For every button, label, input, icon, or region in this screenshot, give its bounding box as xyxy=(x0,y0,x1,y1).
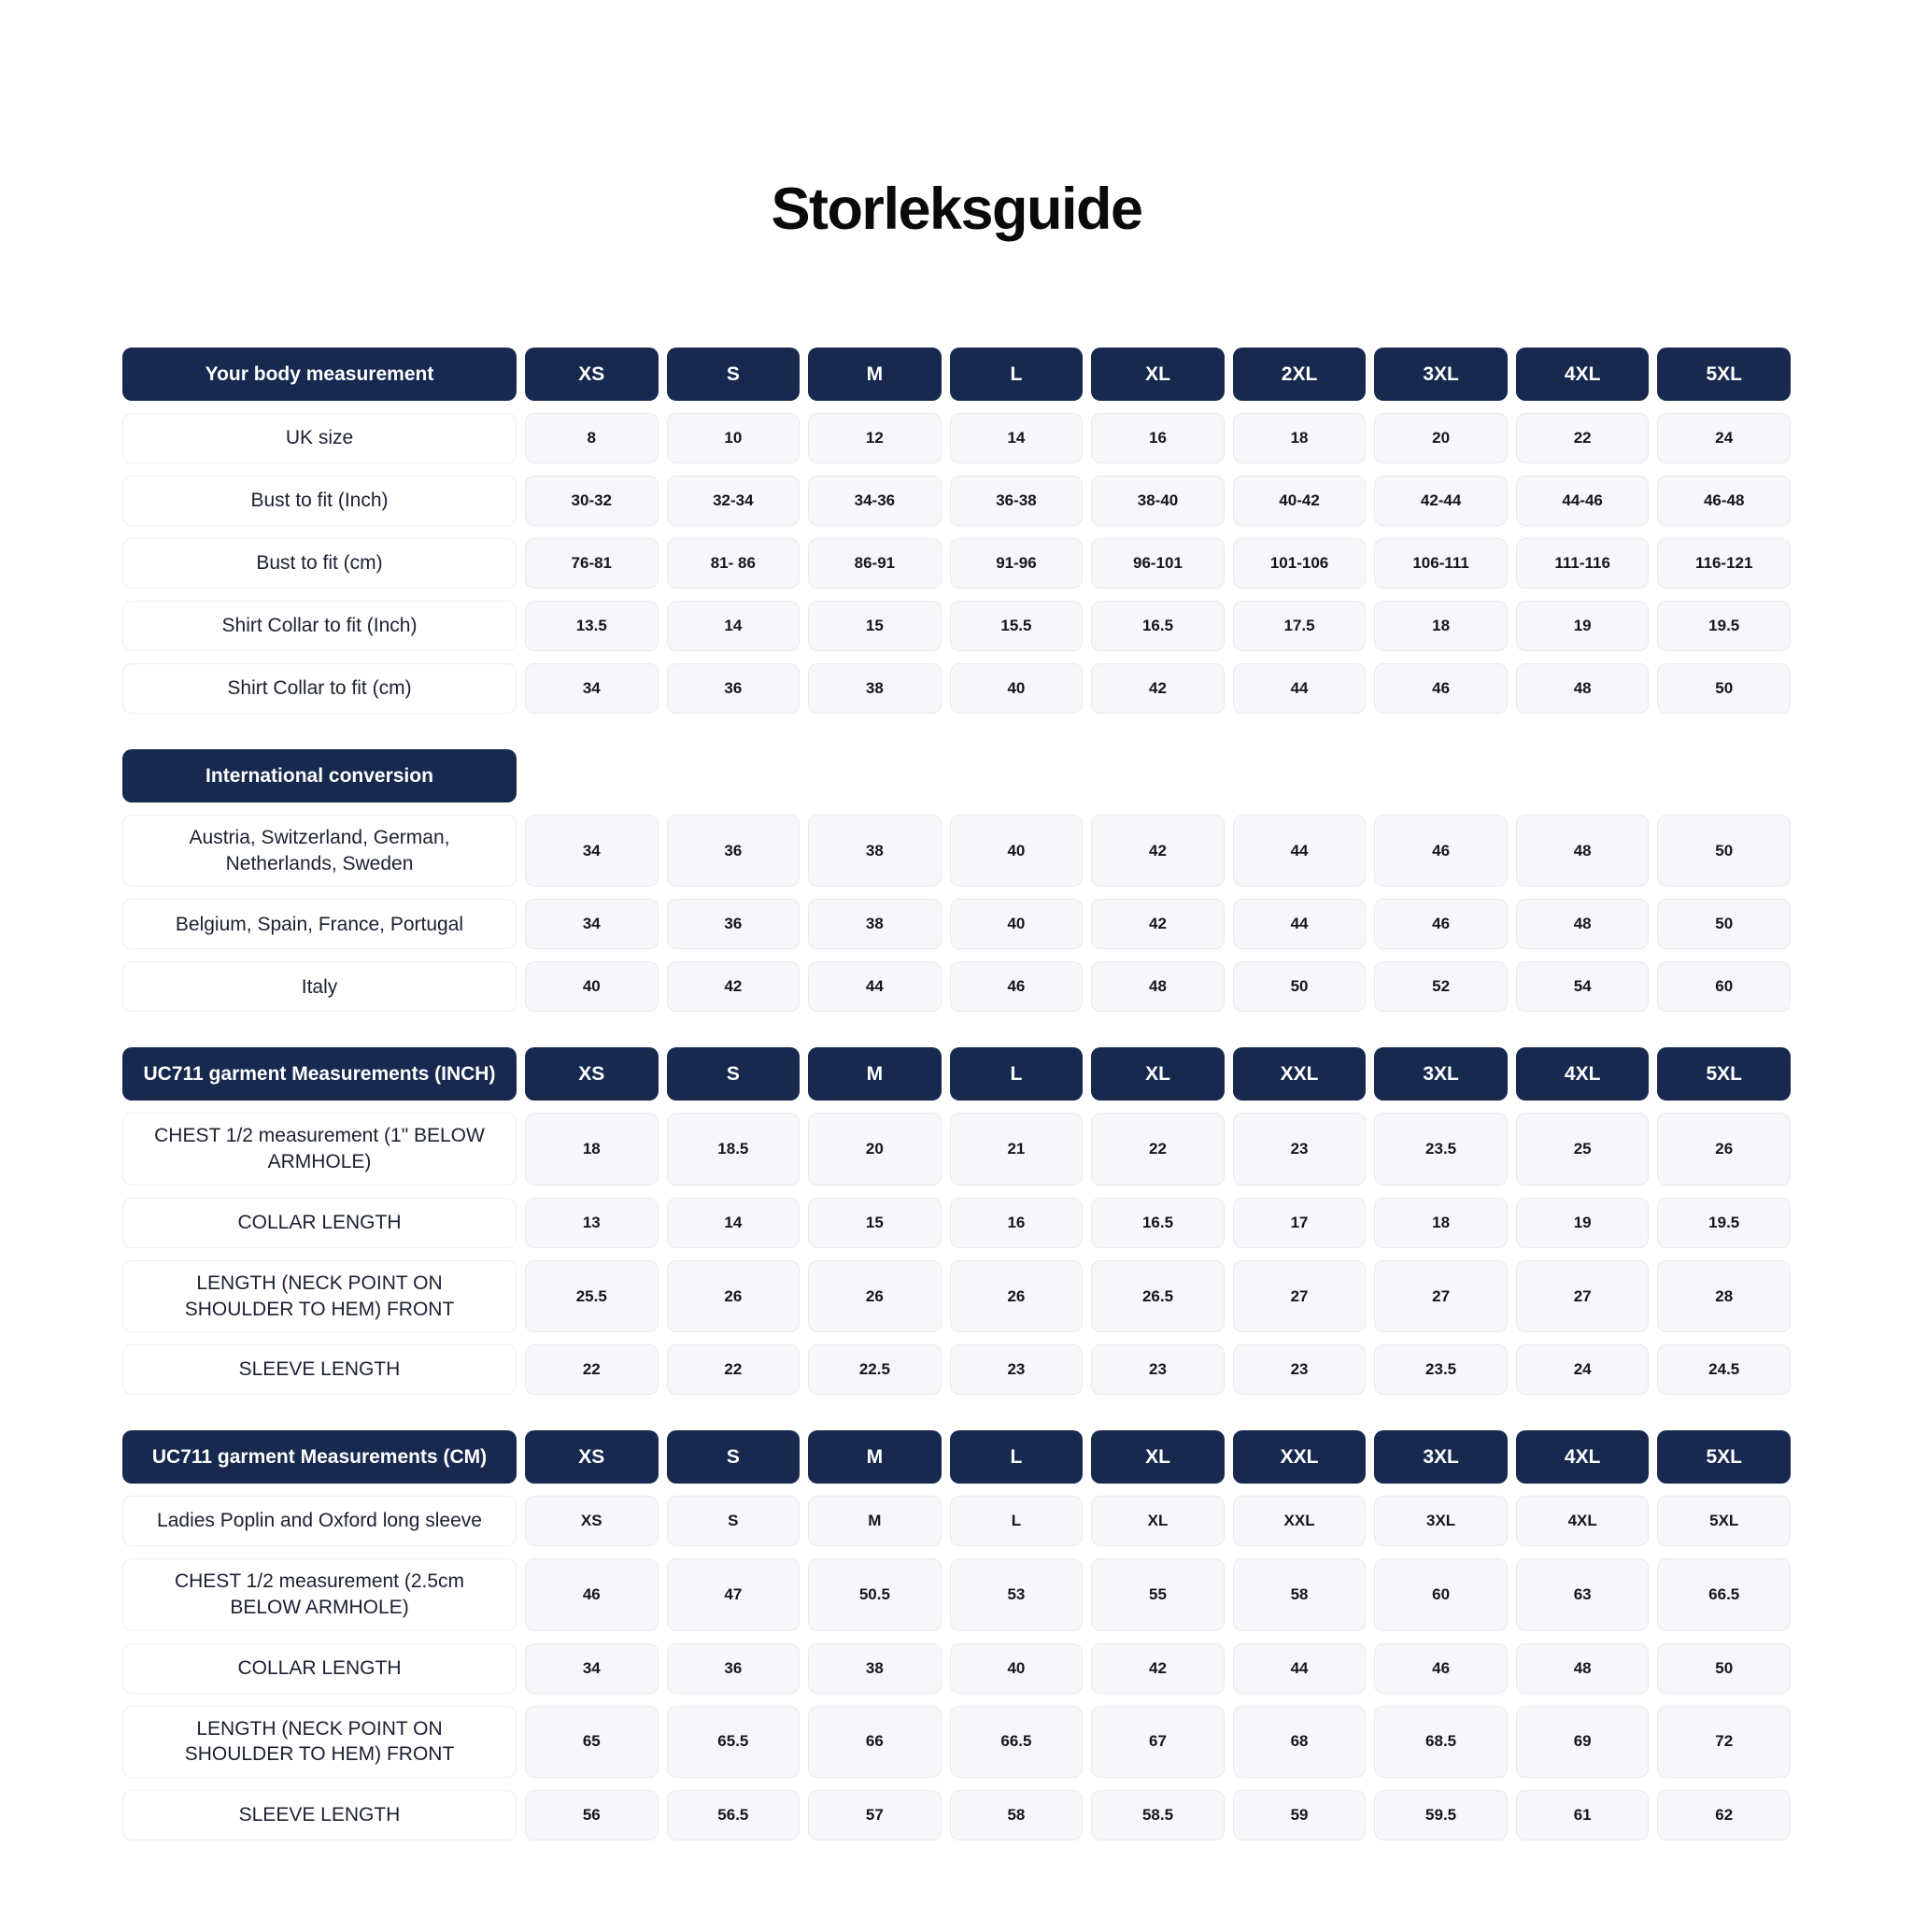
data-cell: 16 xyxy=(1091,413,1225,463)
data-cell: 18 xyxy=(1233,413,1367,463)
column-header: 5XL xyxy=(1657,348,1791,401)
data-cell: 26 xyxy=(808,1260,942,1332)
data-cell: 19 xyxy=(1516,1198,1650,1248)
column-header: 3XL xyxy=(1374,1047,1508,1101)
data-cell: 59.5 xyxy=(1374,1790,1508,1840)
data-cell: 42 xyxy=(1091,899,1225,949)
table-header-label: Your body measurement xyxy=(122,348,517,401)
data-cell: 66.5 xyxy=(1657,1558,1791,1630)
data-cell: 65.5 xyxy=(667,1706,801,1778)
data-cell: 46 xyxy=(525,1558,659,1630)
data-cell: 44 xyxy=(808,961,942,1012)
data-cell: 72 xyxy=(1657,1706,1791,1778)
row-label: Belgium, Spain, France, Portugal xyxy=(122,899,517,949)
row-label: COLLAR LENGTH xyxy=(122,1643,517,1694)
row-label: Bust to fit (cm) xyxy=(122,538,517,589)
data-cell: 14 xyxy=(950,413,1084,463)
data-cell: 26 xyxy=(667,1260,801,1332)
size-table-international-conversion xyxy=(122,749,1791,1012)
data-cell: 38 xyxy=(808,899,942,949)
data-cell: 101-106 xyxy=(1233,538,1367,589)
data-cell: 12 xyxy=(808,413,942,463)
data-cell: 48 xyxy=(1516,1643,1650,1694)
column-header: XL xyxy=(1091,1047,1225,1101)
data-cell: 42 xyxy=(1091,1643,1225,1694)
data-cell: 19 xyxy=(1516,601,1650,651)
data-cell: 13.5 xyxy=(525,601,659,651)
data-cell: 17.5 xyxy=(1233,601,1367,651)
data-cell: 18 xyxy=(525,1113,659,1185)
data-cell: 17 xyxy=(1233,1198,1367,1248)
row-label: CHEST 1/2 measurement (2.5cm BELOW ARMHOLE) xyxy=(122,1558,517,1630)
page-title: Storleksguide xyxy=(771,177,1142,242)
data-cell: 34 xyxy=(525,1643,659,1694)
row-label: Ladies Poplin and Oxford long sleeve xyxy=(122,1496,517,1546)
data-cell: 42 xyxy=(667,961,801,1012)
data-cell: 36-38 xyxy=(950,476,1084,526)
data-cell: 38 xyxy=(808,663,942,714)
data-cell: 15 xyxy=(808,1198,942,1248)
data-cell: 96-101 xyxy=(1091,538,1225,589)
data-cell: 58.5 xyxy=(1091,1790,1225,1840)
data-cell: 22 xyxy=(525,1344,659,1395)
data-cell: 56.5 xyxy=(667,1790,801,1840)
data-cell: 66.5 xyxy=(950,1706,1084,1778)
data-cell: 58 xyxy=(950,1790,1084,1840)
row-label: Austria, Switzerland, German, Netherlands, Sweden xyxy=(122,815,517,887)
data-cell: 58 xyxy=(1233,1558,1367,1630)
data-cell: 44 xyxy=(1233,663,1367,714)
data-cell: 15 xyxy=(808,601,942,651)
data-cell: 40 xyxy=(950,663,1084,714)
data-cell: 44 xyxy=(1233,899,1367,949)
row-label: Shirt Collar to fit (Inch) xyxy=(122,601,517,651)
data-cell: XL xyxy=(1091,1496,1225,1546)
row-label: UK size xyxy=(122,413,517,463)
data-cell: 26 xyxy=(950,1260,1084,1332)
row-label: LENGTH (NECK POINT ON SHOULDER TO HEM) FRONT xyxy=(122,1260,517,1332)
data-cell: 48 xyxy=(1516,663,1650,714)
data-cell: 91-96 xyxy=(950,538,1084,589)
column-header: M xyxy=(808,1430,942,1484)
size-table-uc711-garment-measurements-cm xyxy=(122,1430,1791,1840)
data-cell: 23.5 xyxy=(1374,1113,1508,1185)
data-cell: 16 xyxy=(950,1198,1084,1248)
data-cell: 14 xyxy=(667,601,801,651)
column-header: XXL xyxy=(1233,1430,1367,1484)
data-cell: 111-116 xyxy=(1516,538,1650,589)
data-cell: 48 xyxy=(1091,961,1225,1012)
data-cell: 68 xyxy=(1233,1706,1367,1778)
table-header-label: UC711 garment Measurements (CM) xyxy=(122,1430,517,1484)
data-cell: 52 xyxy=(1374,961,1508,1012)
data-cell: 67 xyxy=(1091,1706,1225,1778)
data-cell: 62 xyxy=(1657,1790,1791,1840)
data-cell: 65 xyxy=(525,1706,659,1778)
data-cell: S xyxy=(667,1496,801,1546)
data-cell: 18 xyxy=(1374,601,1508,651)
data-cell: 23.5 xyxy=(1374,1344,1508,1395)
data-cell: 23 xyxy=(1233,1113,1367,1185)
data-cell: 24 xyxy=(1516,1344,1650,1395)
data-cell: 54 xyxy=(1516,961,1650,1012)
column-header: 4XL xyxy=(1516,1047,1650,1101)
data-cell: 34 xyxy=(525,899,659,949)
data-cell: 38 xyxy=(808,1643,942,1694)
data-cell: 22 xyxy=(1516,413,1650,463)
data-cell: 22.5 xyxy=(808,1344,942,1395)
data-cell: 23 xyxy=(950,1344,1084,1395)
data-cell: 46 xyxy=(1374,899,1508,949)
data-cell: 20 xyxy=(808,1113,942,1185)
data-cell: 34 xyxy=(525,815,659,887)
data-cell: 55 xyxy=(1091,1558,1225,1630)
data-cell: 46 xyxy=(1374,663,1508,714)
data-cell: 50 xyxy=(1657,1643,1791,1694)
data-cell: 40 xyxy=(525,961,659,1012)
column-header: 4XL xyxy=(1516,348,1650,401)
data-cell: 3XL xyxy=(1374,1496,1508,1546)
data-cell: 86-91 xyxy=(808,538,942,589)
data-cell: 44 xyxy=(1233,1643,1367,1694)
data-cell: 16.5 xyxy=(1091,1198,1225,1248)
data-cell: 36 xyxy=(667,899,801,949)
data-cell: 13 xyxy=(525,1198,659,1248)
data-cell: 23 xyxy=(1091,1344,1225,1395)
data-cell: 24.5 xyxy=(1657,1344,1791,1395)
data-cell: 19.5 xyxy=(1657,1198,1791,1248)
data-cell: 76-81 xyxy=(525,538,659,589)
column-header: M xyxy=(808,1047,942,1101)
data-cell: 26.5 xyxy=(1091,1260,1225,1332)
data-cell: 48 xyxy=(1516,815,1650,887)
column-header: M xyxy=(808,348,942,401)
data-cell: 106-111 xyxy=(1374,538,1508,589)
data-cell: 10 xyxy=(667,413,801,463)
data-cell: 46 xyxy=(1374,815,1508,887)
data-cell: 44 xyxy=(1233,815,1367,887)
data-cell: 61 xyxy=(1516,1790,1650,1840)
data-cell: M xyxy=(808,1496,942,1546)
data-cell: 48 xyxy=(1516,899,1650,949)
data-cell: 23 xyxy=(1233,1344,1367,1395)
data-cell: 81- 86 xyxy=(667,538,801,589)
data-cell: 4XL xyxy=(1516,1496,1650,1546)
data-cell: 5XL xyxy=(1657,1496,1791,1546)
data-cell: 50.5 xyxy=(808,1558,942,1630)
data-cell: 14 xyxy=(667,1198,801,1248)
data-cell: 66 xyxy=(808,1706,942,1778)
column-header: S xyxy=(667,1047,801,1101)
data-cell: 24 xyxy=(1657,413,1791,463)
data-cell: 44-46 xyxy=(1516,476,1650,526)
data-cell: 21 xyxy=(950,1113,1084,1185)
row-label: SLEEVE LENGTH xyxy=(122,1344,517,1395)
data-cell: 63 xyxy=(1516,1558,1650,1630)
data-cell: 25 xyxy=(1516,1113,1650,1185)
data-cell: 18.5 xyxy=(667,1113,801,1185)
data-cell: 50 xyxy=(1657,899,1791,949)
data-cell: 53 xyxy=(950,1558,1084,1630)
data-cell: 57 xyxy=(808,1790,942,1840)
row-label: Shirt Collar to fit (cm) xyxy=(122,663,517,714)
data-cell: 40 xyxy=(950,899,1084,949)
column-header: 5XL xyxy=(1657,1047,1791,1101)
data-cell: 32-34 xyxy=(667,476,801,526)
data-cell: 36 xyxy=(667,1643,801,1694)
data-cell: 18 xyxy=(1374,1198,1508,1248)
table-header-label: International conversion xyxy=(122,749,517,803)
data-cell: 40 xyxy=(950,1643,1084,1694)
data-cell: 42 xyxy=(1091,663,1225,714)
data-cell: 68.5 xyxy=(1374,1706,1508,1778)
column-header: 3XL xyxy=(1374,348,1508,401)
data-cell: 27 xyxy=(1374,1260,1508,1332)
data-cell: 40 xyxy=(950,815,1084,887)
data-cell: 38-40 xyxy=(1091,476,1225,526)
column-header: L xyxy=(950,1047,1084,1101)
column-header: XS xyxy=(525,1430,659,1484)
column-header: 3XL xyxy=(1374,1430,1508,1484)
column-header: 5XL xyxy=(1657,1430,1791,1484)
data-cell: 36 xyxy=(667,663,801,714)
data-cell: 27 xyxy=(1233,1260,1367,1332)
data-cell: 42-44 xyxy=(1374,476,1508,526)
data-cell: 69 xyxy=(1516,1706,1650,1778)
data-cell: 16.5 xyxy=(1091,601,1225,651)
table-header-label: UC711 garment Measurements (INCH) xyxy=(122,1047,517,1101)
row-label: SLEEVE LENGTH xyxy=(122,1790,517,1840)
data-cell: 19.5 xyxy=(1657,601,1791,651)
data-cell: 40-42 xyxy=(1233,476,1367,526)
row-label: Bust to fit (Inch) xyxy=(122,476,517,526)
data-cell: 28 xyxy=(1657,1260,1791,1332)
data-cell: 8 xyxy=(525,413,659,463)
data-cell: 30-32 xyxy=(525,476,659,526)
data-cell: 22 xyxy=(667,1344,801,1395)
data-cell: 50 xyxy=(1657,663,1791,714)
size-table-body-measurement xyxy=(122,348,1791,714)
data-cell: 50 xyxy=(1233,961,1367,1012)
size-table-uc711-garment-measurements-inch xyxy=(122,1047,1791,1395)
data-cell: 26 xyxy=(1657,1113,1791,1185)
data-cell: 42 xyxy=(1091,815,1225,887)
data-cell: 34 xyxy=(525,663,659,714)
data-cell: 38 xyxy=(808,815,942,887)
data-cell: 27 xyxy=(1516,1260,1650,1332)
data-cell: 36 xyxy=(667,815,801,887)
data-cell: 46-48 xyxy=(1657,476,1791,526)
data-cell: 59 xyxy=(1233,1790,1367,1840)
data-cell: XXL xyxy=(1233,1496,1367,1546)
data-cell: 47 xyxy=(667,1558,801,1630)
row-label: Italy xyxy=(122,961,517,1012)
data-cell: 60 xyxy=(1657,961,1791,1012)
data-cell: 116-121 xyxy=(1657,538,1791,589)
column-header: XL xyxy=(1091,348,1225,401)
row-label: LENGTH (NECK POINT ON SHOULDER TO HEM) FRONT xyxy=(122,1706,517,1778)
size-tables xyxy=(122,348,1791,1840)
data-cell: XS xyxy=(525,1496,659,1546)
column-header: 4XL xyxy=(1516,1430,1650,1484)
column-header: XL xyxy=(1091,1430,1225,1484)
column-header: L xyxy=(950,348,1084,401)
data-cell: 15.5 xyxy=(950,601,1084,651)
data-cell: 46 xyxy=(950,961,1084,1012)
data-cell: 46 xyxy=(1374,1643,1508,1694)
row-label: COLLAR LENGTH xyxy=(122,1198,517,1248)
data-cell: L xyxy=(950,1496,1084,1546)
column-header: S xyxy=(667,348,801,401)
data-cell: 50 xyxy=(1657,815,1791,887)
data-cell: 22 xyxy=(1091,1113,1225,1185)
column-header: XXL xyxy=(1233,1047,1367,1101)
data-cell: 56 xyxy=(525,1790,659,1840)
row-label: CHEST 1/2 measurement (1" BELOW ARMHOLE) xyxy=(122,1113,517,1185)
data-cell: 20 xyxy=(1374,413,1508,463)
column-header: XS xyxy=(525,348,659,401)
column-header: S xyxy=(667,1430,801,1484)
data-cell: 60 xyxy=(1374,1558,1508,1630)
data-cell: 25.5 xyxy=(525,1260,659,1332)
column-header: L xyxy=(950,1430,1084,1484)
data-cell: 34-36 xyxy=(808,476,942,526)
column-header: 2XL xyxy=(1233,348,1367,401)
column-header: XS xyxy=(525,1047,659,1101)
